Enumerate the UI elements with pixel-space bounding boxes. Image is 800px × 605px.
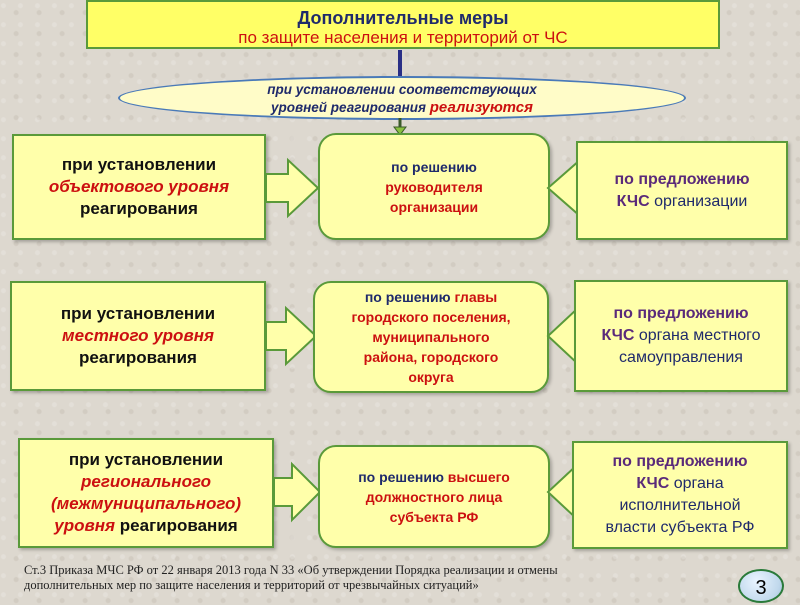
row2-mid-l2: городского поселения,: [351, 309, 511, 325]
title-main: Дополнительные меры: [297, 8, 509, 28]
row2-mid-l1: [365, 287, 497, 307]
ellipse-line2-text: уровней реагирования: [270, 100, 430, 115]
row2-right-arrow-icon: [266, 308, 318, 364]
row2-right-l1: по предложению: [613, 305, 749, 322]
row3-mid-l3: субъекта РФ: [389, 508, 479, 525]
row3-right-box: [572, 441, 788, 549]
row2-mid-l3: муниципального: [372, 329, 490, 345]
row1-mid-l1: по решению: [391, 158, 477, 175]
row2-left-l2: местного уровня: [62, 326, 214, 345]
row2-right-kchs: КЧС: [601, 327, 635, 344]
row2-right-l3: самоуправления: [619, 349, 743, 366]
footer-line2: дополнительных мер по защите населения и территорий от чрезвычайных ситуаций»: [24, 578, 479, 592]
footer-citation: [24, 563, 764, 593]
row1-left-box: [12, 134, 266, 240]
row3-left-l3: (межмуниципального): [50, 494, 242, 513]
row1-left-l3: реагирования: [80, 199, 198, 218]
row1-left-l1: при установлении: [61, 155, 217, 174]
row1-right-box: [576, 141, 788, 240]
row3-mid-l2: должностного лица: [365, 488, 503, 505]
row3-right-l4: власти субъекта РФ: [605, 519, 755, 536]
row1-right-arrow-icon: [266, 160, 320, 216]
ellipse-line1: при установлении соответствующих: [267, 82, 537, 97]
row1-right-kchs: КЧС: [616, 192, 650, 210]
row2-right-l2-text: органа местного: [634, 327, 761, 344]
row2-left-l1: при установлении: [60, 304, 216, 323]
row3-mid-l1-red: высшего: [447, 468, 510, 485]
row2-mid-l5: округа: [408, 369, 454, 385]
row3-right-l1: по предложению: [612, 453, 748, 470]
row3-left-l4-red: уровня: [54, 516, 116, 535]
row3-left-l4-text: реагирования: [115, 516, 238, 535]
ellipse-line2-red: реализуются: [429, 99, 533, 116]
row1-mid-l2: руководителя: [385, 178, 483, 195]
ellipse-banner: [118, 76, 686, 120]
connector-line: [398, 50, 402, 76]
row2-mid-l1-red: главы: [454, 289, 498, 305]
page-number-badge: 3: [738, 569, 784, 603]
row2-left-l3: реагирования: [79, 348, 197, 367]
ellipse-line2: [120, 99, 684, 117]
row3-mid-box: [318, 445, 550, 548]
row1-right-l2: [617, 191, 748, 213]
row1-mid-l3: организации: [389, 198, 479, 215]
row1-left-l2: объектового уровня: [48, 177, 230, 196]
row1-right-l2-text: организации: [649, 192, 748, 210]
row1-mid-box: [318, 133, 550, 240]
row3-left-box: [18, 438, 274, 548]
row3-right-arrow-icon: [274, 464, 322, 520]
title-box: [86, 0, 720, 49]
row2-left-box: [10, 281, 266, 391]
row3-left-l1: при установлении: [68, 450, 224, 469]
row2-mid-l4: района, городского: [363, 349, 499, 365]
row2-right-box: [574, 280, 788, 392]
row3-mid-l1-text: по решению: [358, 468, 448, 485]
row3-mid-l1: [358, 467, 510, 487]
row3-left-l4: [54, 515, 237, 537]
row3-right-l3: исполнительной: [619, 497, 741, 514]
row2-mid-l1-text: по решению: [364, 289, 455, 305]
footer-line1: Ст.3 Приказа МЧС РФ от 22 января 2013 года N 33 «Об утверждении Порядка реализации и отмены: [24, 563, 558, 577]
row2-mid-box: [313, 281, 549, 393]
row3-left-l2: регионального: [81, 472, 211, 491]
row1-right-l1: по предложению: [614, 170, 750, 188]
row3-right-kchs: КЧС: [636, 475, 670, 492]
row2-right-l2: [601, 325, 760, 347]
row3-right-l2-text: органа: [669, 475, 724, 492]
row3-right-l2: [636, 473, 723, 495]
title-sub: по защите населения и территорий от ЧС: [238, 28, 568, 47]
